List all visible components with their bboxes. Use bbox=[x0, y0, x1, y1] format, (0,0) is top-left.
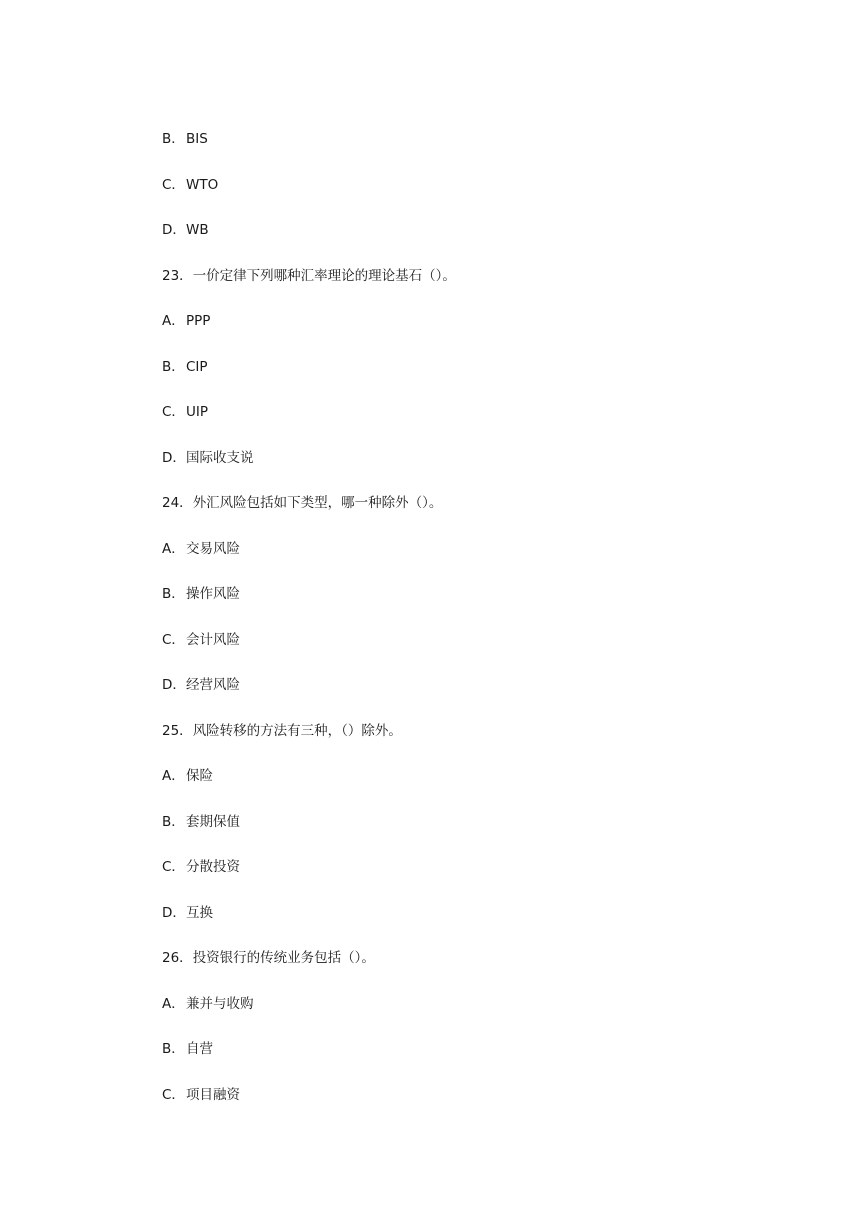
option-label: D． bbox=[162, 449, 186, 466]
option-label: C． bbox=[162, 404, 185, 420]
option-line bbox=[162, 219, 802, 265]
option-text: WB bbox=[186, 222, 209, 238]
question-list bbox=[162, 128, 802, 1129]
option-label: B． bbox=[162, 586, 185, 602]
option-text: 会计风险 bbox=[186, 631, 240, 648]
option-line bbox=[162, 538, 802, 584]
option-text: 自营 bbox=[186, 1041, 213, 1057]
option-line bbox=[162, 765, 802, 811]
option-label: A． bbox=[162, 540, 185, 557]
option-label: A． bbox=[162, 995, 185, 1012]
option-label: C． bbox=[162, 859, 185, 875]
question-number: 26． bbox=[162, 950, 193, 966]
option-label: B． bbox=[162, 358, 185, 375]
option-line bbox=[162, 993, 802, 1039]
question-line bbox=[162, 265, 802, 311]
option-line bbox=[162, 356, 802, 402]
question-number: 24． bbox=[162, 495, 193, 511]
option-text: 项目融资 bbox=[186, 1086, 240, 1103]
question-line bbox=[162, 720, 802, 766]
option-label: B． bbox=[162, 131, 185, 147]
option-line bbox=[162, 401, 802, 447]
option-text: WTO bbox=[186, 176, 219, 193]
option-line bbox=[162, 583, 802, 629]
option-text: BIS bbox=[186, 131, 208, 147]
option-label: B． bbox=[162, 813, 185, 830]
option-line bbox=[162, 674, 802, 720]
question-text: 外汇风险包括如下类型，哪一种除外（）。 bbox=[192, 495, 443, 511]
option-text: 互换 bbox=[186, 904, 213, 921]
option-text: 经营风险 bbox=[186, 677, 240, 693]
option-line bbox=[162, 856, 802, 902]
option-label: C． bbox=[162, 1086, 185, 1103]
question-text: 投资银行的传统业务包括（）。 bbox=[192, 950, 375, 966]
option-label: A． bbox=[162, 768, 185, 784]
option-label: B． bbox=[162, 1041, 185, 1057]
option-text: 兼并与收购 bbox=[186, 995, 254, 1012]
question-number: 25． bbox=[162, 722, 193, 739]
option-label: A． bbox=[162, 313, 185, 329]
option-line bbox=[162, 174, 802, 220]
option-text: PPP bbox=[186, 313, 211, 329]
option-text: 保险 bbox=[186, 768, 213, 784]
option-text: 操作风险 bbox=[186, 586, 240, 602]
option-line bbox=[162, 1084, 802, 1130]
question-line bbox=[162, 492, 802, 538]
option-text: 分散投资 bbox=[186, 859, 240, 875]
option-line bbox=[162, 811, 802, 857]
option-text: UIP bbox=[186, 404, 209, 420]
option-label: D． bbox=[162, 904, 186, 921]
option-text: 国际收支说 bbox=[186, 449, 254, 466]
option-text: 交易风险 bbox=[186, 540, 240, 557]
question-line bbox=[162, 947, 802, 993]
option-line bbox=[162, 128, 802, 174]
option-line bbox=[162, 1038, 802, 1084]
question-text: 风险转移的方法有三种，（）除外。 bbox=[192, 722, 402, 739]
option-label: D． bbox=[162, 677, 186, 693]
option-label: C． bbox=[162, 631, 185, 648]
option-text: 套期保值 bbox=[186, 813, 240, 830]
question-number: 23． bbox=[162, 267, 193, 284]
option-text: CIP bbox=[186, 358, 208, 375]
option-line bbox=[162, 902, 802, 948]
option-line bbox=[162, 447, 802, 493]
option-line bbox=[162, 310, 802, 356]
question-text: 一价定律下列哪种汇率理论的理论基石（）。 bbox=[192, 267, 456, 284]
option-line bbox=[162, 629, 802, 675]
option-label: C． bbox=[162, 176, 185, 193]
option-label: D． bbox=[162, 222, 186, 238]
